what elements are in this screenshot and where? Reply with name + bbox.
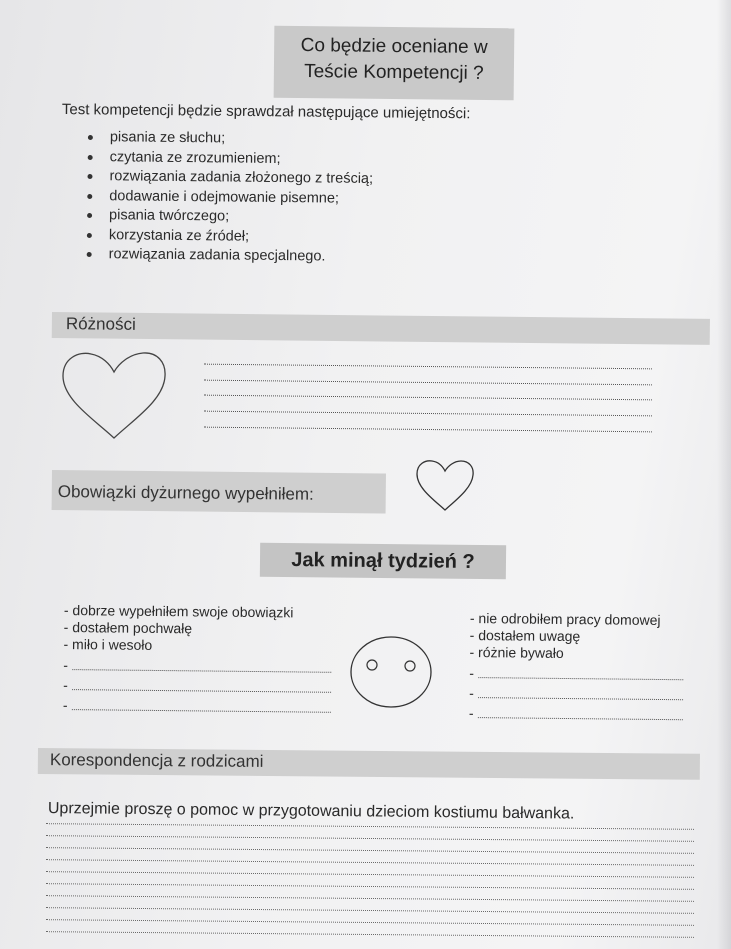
list-item: dodawanie i odejmowanie pisemne; [87,186,373,208]
ruled-line [46,835,694,842]
positive-column [63,602,332,716]
dash: - [468,704,474,722]
negative-column [469,610,684,723]
list-item: - różnie bywało [469,643,564,661]
fill-line [478,717,683,720]
list-item: - nie odrobiłem pracy domowej [469,610,661,628]
correspondence-band [38,748,700,780]
fill-row [63,653,331,676]
ruled-line [46,823,694,830]
correspondence-message: Uprzejmie proszę o pomoc w przygotowaniu dzieciom kostiumu bałwanka. [47,800,575,823]
fill-row [469,681,683,703]
ruled-line [46,859,694,866]
correspondence-heading: Korespondencja z rodzicami [49,750,264,771]
roznosci-band [52,312,710,345]
list-item: rozwiązania zadania złożonego z treścią; [87,167,373,189]
ruled-line [46,847,694,854]
ruled-line [46,871,694,878]
fill-line [478,697,683,700]
list-item: - dostałem uwagę [469,626,581,645]
ruled-line [46,907,694,914]
list-item: - dobrze wypełniłem swoje obowiązki [63,602,294,621]
face-icon [348,634,434,710]
fill-row [63,693,331,716]
dash: - [63,676,68,694]
title-box [274,26,515,101]
skills-list [87,128,374,267]
ruled-line [46,931,694,938]
duty-heading: Obowiązki dyżurnego wypełniłem: [57,482,314,504]
fill-row [469,661,683,683]
week-heading: Jak minął tydzień ? [260,543,506,580]
fill-line [72,669,331,673]
small-heart-icon [414,458,476,512]
fill-line [204,380,652,386]
ruled-line [46,883,694,890]
fill-row [469,701,683,723]
list-item: - miło i wesoło [63,635,153,653]
title-line-2: Teście Kompetencji ? [304,61,484,84]
ruled-line [46,895,694,902]
fill-line [204,427,652,433]
title-line-1: Co będzie oceniane w [300,35,488,58]
heart-icon [60,348,168,442]
list-item: korzystania ze źródeł; [87,225,373,247]
page-edge-shadow [717,0,731,949]
dash: - [63,656,69,674]
fill-line [72,709,331,713]
fill-line [204,395,652,401]
dash: - [469,664,475,682]
intro-text: Test kompetencji będzie sprawdzał następujące umiejętności: [61,101,471,123]
dash: - [62,696,68,714]
dash: - [469,684,474,702]
duty-band [52,470,386,513]
roznosci-heading: Różności [65,314,136,334]
fill-line [204,411,652,417]
fill-line [204,364,652,370]
fill-row [63,673,331,696]
list-item: czytania ze zrozumieniem; [88,147,374,169]
list-item: pisania twórczego; [87,206,373,228]
fill-line [478,677,683,680]
fill-line [72,689,331,693]
ruled-line [46,919,694,926]
list-item: - dostałem pochwałę [63,618,193,637]
list-item: pisania ze słuchu; [88,128,374,150]
list-item: rozwiązania zadania specjalnego. [87,245,373,267]
